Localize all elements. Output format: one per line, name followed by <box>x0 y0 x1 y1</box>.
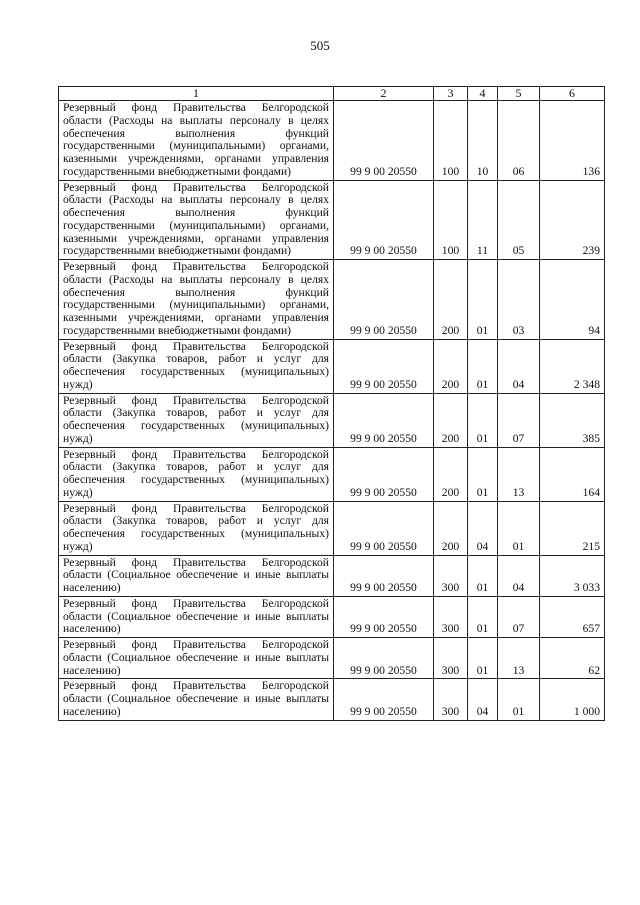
subsection: 01 <box>498 501 540 555</box>
expense-name: Резервный фонд Правительства Белгородской области (Социальное обеспечение и иные выплаты населению) <box>59 638 334 679</box>
column-header-1: 1 <box>59 87 334 101</box>
target-code: 99 9 00 20550 <box>334 260 434 340</box>
expense-name: Резервный фонд Правительства Белгородской области (Закупка товаров, работ и услуг для обеспечения государственных (муниципальных) нужд) <box>59 501 334 555</box>
amount: 3 033 <box>540 555 605 596</box>
column-header-2: 2 <box>334 87 434 101</box>
target-code: 99 9 00 20550 <box>334 339 434 393</box>
expense-name: Резервный фонд Правительства Белгородской области (Расходы на выплаты персоналу в целях обеспечения выполнения функций государственными (муниципальными) органами, казенными учреждениями, органами управления государственными внебюджетными фондами) <box>59 260 334 340</box>
table-row <box>59 447 605 501</box>
expense-type: 200 <box>434 501 468 555</box>
expense-type: 200 <box>434 339 468 393</box>
column-header-6: 6 <box>540 87 605 101</box>
amount: 62 <box>540 638 605 679</box>
section: 01 <box>468 555 498 596</box>
section: 01 <box>468 393 498 447</box>
target-code: 99 9 00 20550 <box>334 638 434 679</box>
section: 01 <box>468 638 498 679</box>
subsection: 07 <box>498 596 540 637</box>
amount: 239 <box>540 180 605 260</box>
expense-name: Резервный фонд Правительства Белгородской области (Социальное обеспечение и иные выплаты населению) <box>59 679 334 720</box>
target-code: 99 9 00 20550 <box>334 447 434 501</box>
table-row <box>59 555 605 596</box>
amount: 385 <box>540 393 605 447</box>
subsection: 05 <box>498 180 540 260</box>
target-code: 99 9 00 20550 <box>334 596 434 637</box>
table-row <box>59 679 605 720</box>
table-row <box>59 501 605 555</box>
table-row <box>59 180 605 260</box>
expense-name: Резервный фонд Правительства Белгородской области (Расходы на выплаты персоналу в целях обеспечения выполнения функций государственными (муниципальными) органами, казенными учреждениями, органами управления государственными внебюджетными фондами) <box>59 180 334 260</box>
expense-type: 300 <box>434 596 468 637</box>
target-code: 99 9 00 20550 <box>334 555 434 596</box>
amount: 1 000 <box>540 679 605 720</box>
expense-type: 100 <box>434 101 468 181</box>
amount: 94 <box>540 260 605 340</box>
amount: 136 <box>540 101 605 181</box>
expense-name: Резервный фонд Правительства Белгородской области (Расходы на выплаты персоналу в целях обеспечения выполнения функций государственными (муниципальными) органами, казенными учреждениями, органами управления государственными внебюджетными фондами) <box>59 101 334 181</box>
expense-name: Резервный фонд Правительства Белгородской области (Закупка товаров, работ и услуг для обеспечения государственных (муниципальных) нужд) <box>59 339 334 393</box>
column-header-4: 4 <box>468 87 498 101</box>
amount: 215 <box>540 501 605 555</box>
table-row <box>59 101 605 181</box>
target-code: 99 9 00 20550 <box>334 101 434 181</box>
section: 01 <box>468 339 498 393</box>
target-code: 99 9 00 20550 <box>334 501 434 555</box>
subsection: 13 <box>498 638 540 679</box>
expense-type: 100 <box>434 180 468 260</box>
expense-type: 300 <box>434 679 468 720</box>
target-code: 99 9 00 20550 <box>334 180 434 260</box>
target-code: 99 9 00 20550 <box>334 393 434 447</box>
section: 04 <box>468 679 498 720</box>
target-code: 99 9 00 20550 <box>334 679 434 720</box>
section: 10 <box>468 101 498 181</box>
table-row <box>59 596 605 637</box>
subsection: 06 <box>498 101 540 181</box>
subsection: 07 <box>498 393 540 447</box>
table-row <box>59 393 605 447</box>
expense-type: 200 <box>434 260 468 340</box>
page-number: 505 <box>310 38 330 53</box>
expense-type: 300 <box>434 555 468 596</box>
expense-name: Резервный фонд Правительства Белгородской области (Социальное обеспечение и иные выплаты населению) <box>59 555 334 596</box>
section: 01 <box>468 260 498 340</box>
subsection: 04 <box>498 339 540 393</box>
table-row <box>59 638 605 679</box>
subsection: 03 <box>498 260 540 340</box>
expense-type: 200 <box>434 447 468 501</box>
expense-name: Резервный фонд Правительства Белгородской области (Закупка товаров, работ и услуг для обеспечения государственных (муниципальных) нужд) <box>59 447 334 501</box>
section: 01 <box>468 447 498 501</box>
table-row <box>59 260 605 340</box>
budget-table <box>58 86 605 721</box>
subsection: 01 <box>498 679 540 720</box>
expense-type: 200 <box>434 393 468 447</box>
table-header-row <box>59 87 605 101</box>
subsection: 04 <box>498 555 540 596</box>
table-row <box>59 339 605 393</box>
amount: 164 <box>540 447 605 501</box>
column-header-3: 3 <box>434 87 468 101</box>
section: 01 <box>468 596 498 637</box>
expense-type: 300 <box>434 638 468 679</box>
section: 11 <box>468 180 498 260</box>
subsection: 13 <box>498 447 540 501</box>
amount: 657 <box>540 596 605 637</box>
expense-name: Резервный фонд Правительства Белгородской области (Закупка товаров, работ и услуг для обеспечения государственных (муниципальных) нужд) <box>59 393 334 447</box>
expense-name: Резервный фонд Правительства Белгородской области (Социальное обеспечение и иные выплаты населению) <box>59 596 334 637</box>
section: 04 <box>468 501 498 555</box>
column-header-5: 5 <box>498 87 540 101</box>
amount: 2 348 <box>540 339 605 393</box>
